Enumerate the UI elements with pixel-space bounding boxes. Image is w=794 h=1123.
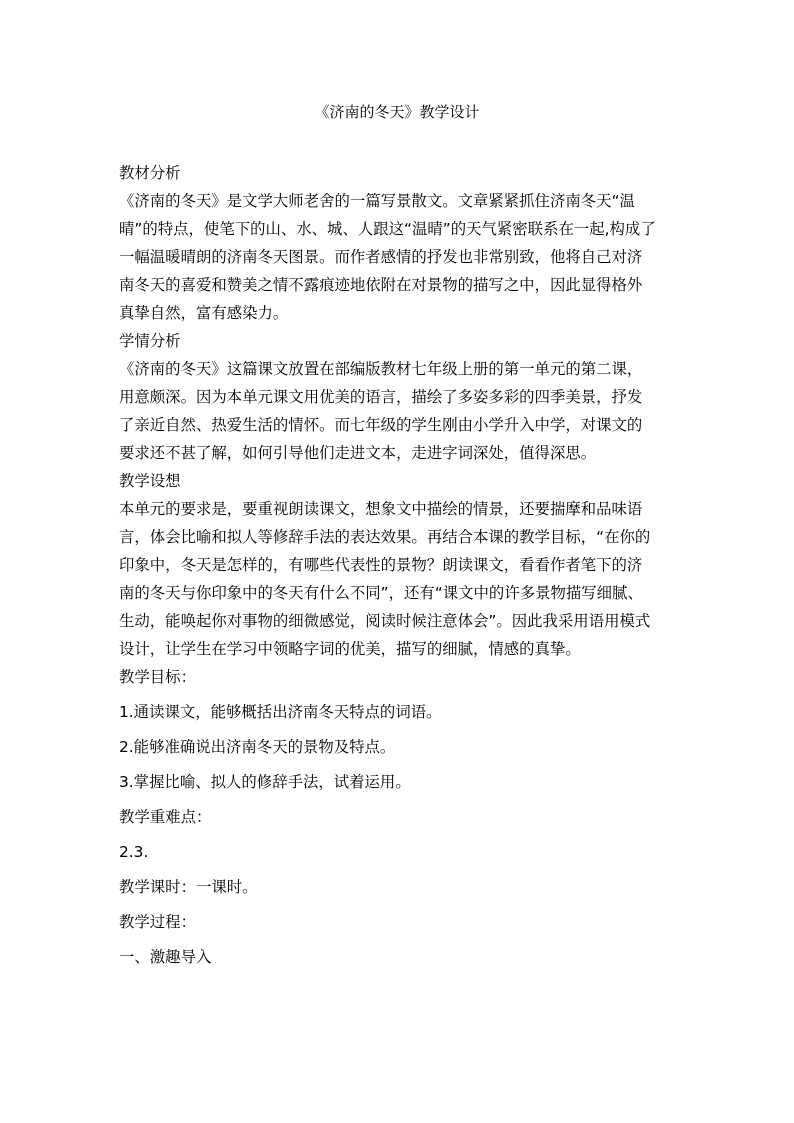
section-heading-textbook-analysis: 教材分析 bbox=[119, 164, 181, 182]
section-heading-teaching-concept: 教学设想 bbox=[119, 472, 181, 490]
paragraph-line: 晴”的特点，使笔下的山、水、城、人跟这“温晴”的天气紧密联系在一起,构成了 bbox=[119, 220, 656, 238]
key-points-item: 2.3. bbox=[119, 843, 149, 861]
document-body bbox=[119, 159, 675, 971]
paragraph-line: 南冬天的喜爱和赞美之情不露痕迹地依附在对景物的描写之中，因此显得格外 bbox=[119, 276, 643, 294]
paragraph-line: 要求还不甚了解，如何引导他们走进文本，走进字词深处，值得深思。 bbox=[119, 444, 597, 462]
paragraph-line: 设计，让学生在学习中领略字词的优美，描写的细腻，情感的真挚。 bbox=[119, 640, 581, 658]
paragraph-line: 一幅温暖晴朗的济南冬天图景。而作者感情的抒发也非常别致，他将自己对济 bbox=[119, 248, 643, 266]
spacer bbox=[119, 796, 675, 803]
spacer bbox=[119, 831, 675, 838]
paragraph-line: 了亲近自然、热爱生活的情怀。而七年级的学生刚由小学升入中学，对课文的 bbox=[119, 416, 643, 434]
goal-item: 1.通读课文，能够概括出济南冬天特点的词语。 bbox=[119, 703, 442, 721]
paragraph-line: 言，体会比喻和拟人等修辞手法的表达效果。再结合本课的教学目标，“在你的 bbox=[119, 528, 651, 546]
spacer bbox=[119, 936, 675, 943]
goal-item: 3.掌握比喻、拟人的修辞手法，试着运用。 bbox=[119, 773, 411, 791]
paragraph-line: 南的冬天与你印象中的冬天有什么不同”，还有“课文中的许多景物描写细腻、 bbox=[119, 584, 643, 602]
section-heading-class-hours: 教学课时：一课时。 bbox=[119, 878, 258, 896]
paragraph-line: 生动，能唤起你对事物的细微感觉，阅读时候注意体会”。因此我采用语用模式 bbox=[119, 612, 651, 630]
section-heading-teaching-process: 教学过程： bbox=[119, 913, 196, 931]
spacer bbox=[119, 726, 675, 733]
paragraph-line: 印象中，冬天是怎样的，有哪些代表性的景物？朗读课文，看看作者笔下的济 bbox=[119, 556, 643, 574]
spacer bbox=[119, 866, 675, 873]
paragraph-line: 《济南的冬天》这篇课文放置在部编版教材七年级上册的第一单元的第二课， bbox=[119, 360, 643, 378]
paragraph-line: 真挚自然，富有感染力。 bbox=[119, 304, 289, 322]
document-title: 《济南的冬天》教学设计 bbox=[314, 103, 480, 121]
goal-item: 2.能够准确说出济南冬天的景物及特点。 bbox=[119, 738, 396, 756]
spacer bbox=[119, 761, 675, 768]
section-heading-student-analysis: 学情分析 bbox=[119, 332, 181, 350]
spacer bbox=[119, 691, 675, 698]
spacer bbox=[119, 901, 675, 908]
paragraph-line: 用意颇深。因为本单元课文用优美的语言，描绘了多姿多彩的四季美景，抒发 bbox=[119, 388, 643, 406]
paragraph-line: 《济南的冬天》是文学大师老舍的一篇写景散文。文章紧紧抓住济南冬天“温 bbox=[119, 192, 635, 210]
section-heading-teaching-goals: 教学目标： bbox=[119, 668, 196, 686]
section-heading-key-points: 教学重难点： bbox=[119, 808, 212, 826]
paragraph-line: 本单元的要求是，要重视朗读课文，想象文中描绘的情景，还要揣摩和品味语 bbox=[119, 500, 643, 518]
process-step: 一、激趣导入 bbox=[119, 948, 212, 966]
